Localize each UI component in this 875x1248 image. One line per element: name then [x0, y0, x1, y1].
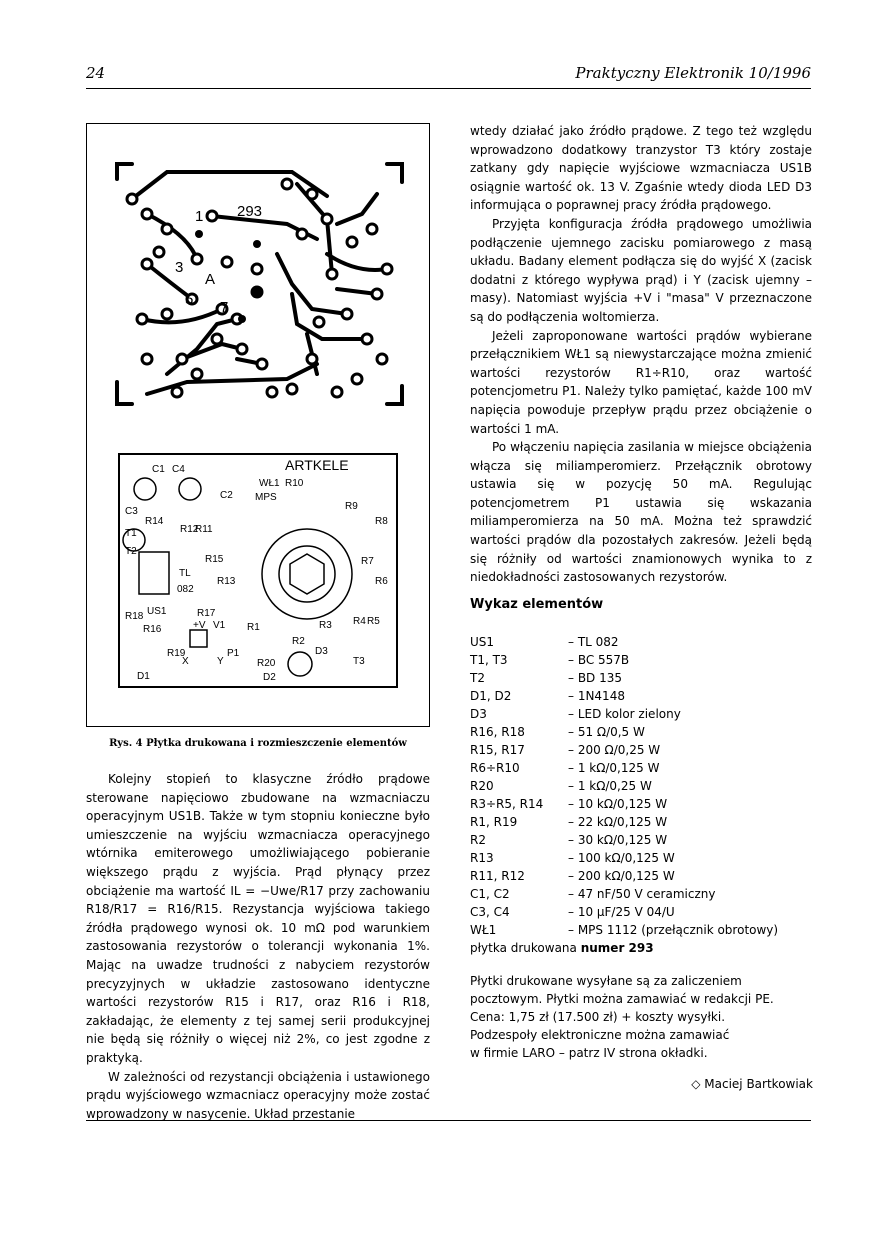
lbl-r2: R2 — [292, 636, 305, 647]
pcb-line — [470, 939, 830, 957]
part-ref: D3 — [470, 707, 487, 721]
part-ref: D1, D2 — [470, 689, 512, 703]
pcb-pin-3: 3 — [175, 259, 184, 276]
pcb-pin-a: A — [205, 271, 216, 288]
figure-box — [86, 123, 430, 727]
parts-row — [470, 813, 830, 831]
part-value: – 10 µF/25 V 04/U — [568, 905, 675, 919]
pcb-pin-5: 5 — [185, 291, 194, 308]
part-ref: C1, C2 — [470, 887, 510, 901]
part-value: – BD 135 — [568, 671, 623, 685]
parts-row — [470, 849, 830, 867]
order-line: Cena: 1,75 zł (17.500 zł) + koszty wysyłki. — [470, 1010, 726, 1024]
parts-row — [470, 867, 830, 885]
part-ref: R15, R17 — [470, 743, 525, 757]
lbl-p1: P1 — [227, 648, 240, 659]
part-value: – MPS 1112 (przełącznik obrotowy) — [568, 923, 779, 937]
lbl-r4: R4 — [353, 616, 366, 627]
part-value: – TL 082 — [568, 635, 619, 649]
lbl-tl: TL — [179, 568, 191, 579]
part-value: – BC 557B — [568, 653, 630, 667]
page-number: 24 — [86, 64, 106, 82]
lbl-t2: T2 — [125, 546, 137, 557]
part-ref: R6÷R10 — [470, 761, 520, 775]
part-value: – 22 kΩ/0,125 W — [568, 815, 668, 829]
parts-row — [470, 687, 830, 705]
lbl-us1: US1 — [147, 606, 167, 617]
part-ref: C3, C4 — [470, 905, 510, 919]
figure-caption: Rys. 4 Płytka drukowana i rozmieszczenie elementów — [109, 738, 407, 749]
lbl-r19: R19 — [167, 648, 186, 659]
part-ref: T1, T3 — [470, 653, 508, 667]
lbl-wl1: WŁ1 — [259, 478, 280, 489]
pcb-line-prefix: płytka drukowana — [470, 941, 577, 955]
parts-row — [470, 759, 830, 777]
parts-row — [470, 903, 830, 921]
part-value: – 1 kΩ/0,25 W — [568, 779, 652, 793]
part-ref: R2 — [470, 833, 486, 847]
part-ref: R20 — [470, 779, 494, 793]
part-ref: R3÷R5, R14 — [470, 797, 544, 811]
pcb-number-label: 293 — [237, 203, 263, 220]
right-paragraph: wtedy działać jako źródło prądowe. Z tego też względu wprowadzono dodatkowy tranzystor T3 który zostaje zatkany gdy napięcie wyjściowe wzmacniacza US1B osiągnie wartość ok. 13 V. Zgaśnie wtedy dioda LED D3 informująca o poprawnej pracy źródła prądowego. — [470, 124, 812, 213]
lbl-r11: R11 — [195, 524, 213, 535]
footer-rule — [86, 1120, 811, 1121]
order-line: Podzespoły elektroniczne można zamawiać — [470, 1028, 730, 1042]
part-value: – LED kolor zielony — [568, 707, 681, 721]
parts-row — [470, 831, 830, 849]
part-ref: R13 — [470, 851, 494, 865]
pcb-line-number: numer 293 — [580, 941, 654, 955]
lbl-r3: R3 — [319, 620, 332, 631]
parts-row — [470, 921, 830, 939]
parts-row — [470, 633, 830, 651]
pcb-illustration — [87, 124, 431, 728]
parts-row — [470, 741, 830, 759]
parts-row — [470, 723, 830, 741]
part-ref: T2 — [470, 671, 485, 685]
lbl-t1: T1 — [125, 528, 137, 539]
part-value: – 47 nF/50 V ceramiczny — [568, 887, 716, 901]
parts-row — [470, 795, 830, 813]
part-ref: WŁ1 — [470, 923, 497, 937]
parts-row — [470, 669, 830, 687]
pcb-pin-7: 7 — [220, 299, 229, 316]
part-ref: US1 — [470, 635, 495, 649]
lbl-c1: C1 — [152, 464, 165, 475]
header-rule — [86, 88, 811, 89]
lbl-r1: R1 — [247, 622, 260, 633]
lbl-r10: R10 — [285, 478, 304, 489]
lbl-x: X — [182, 656, 189, 667]
lbl-plus-v: +V — [193, 620, 206, 631]
parts-row — [470, 777, 830, 795]
lbl-r5: R5 — [367, 616, 380, 627]
part-value: – 200 kΩ/0,125 W — [568, 869, 675, 883]
lbl-artkele: ARTKELE — [285, 457, 349, 473]
right-column-text — [470, 122, 812, 587]
order-line: pocztowym. Płytki można zamawiać w redakcji PE. — [470, 992, 774, 1006]
right-paragraph: Po włączeniu napięcia zasilania w miejsce obciążenia włącza się miliamperomierz. Przełącznik obrotowy ustawia się w pozycję 50 mA. Regulując potencjometrem P1 ustawia się wskazania miliamperomierza na 50 mA. Można też sprawdzić wartości prądów dla pozostałych zakresów. Jeżeli będą się różniły od wartości znamionowych wynika to z niedokładności zastosowanych rezystorów. — [470, 440, 812, 585]
lbl-d3: D3 — [315, 646, 328, 657]
lbl-r15: R15 — [205, 554, 224, 565]
parts-row — [470, 651, 830, 669]
part-value: – 100 kΩ/0,125 W — [568, 851, 675, 865]
lbl-y: Y — [217, 656, 224, 667]
right-paragraph: Jeżeli zaproponowane wartości prądów wybierane przełącznikiem WŁ1 są niewystarczające można zmienić wartości rezystorów R1÷R10, oraz wartość potencjometru P1. Należy tylko pamiętać, każde 100 mV napięcia powoduje przepływ prądu przez obciążenie o wartości 1 mA. — [470, 328, 812, 436]
parts-row — [470, 705, 830, 723]
part-value: – 1 kΩ/0,125 W — [568, 761, 660, 775]
lbl-r13: R13 — [217, 576, 236, 587]
part-ref: R11, R12 — [470, 869, 525, 883]
left-paragraph: W zależności od rezystancji obciążenia i ustawionego prądu wyjściowego wzmacniacz operacyjny może zostać wprowadzony w nasycenie. Układ przestanie — [86, 1069, 430, 1121]
right-paragraph: Przyjęta konfiguracja źródła prądowego umożliwia podłączenie ujemnego zacisku pomiarowego z masą układu. Badany element podłącza się do wyjść X (zacisk dodatni z którego wypływa prąd) i Y (zacisk ujemny – masy). Natomiast wyjścia +V i "masa" V przeznaczone są do podłączenia woltomierza. — [470, 216, 812, 324]
journal-title: Praktyczny Elektronik 10/1996 — [575, 64, 811, 82]
author-signature: ◇ Maciej Bartkowiak — [691, 1077, 813, 1091]
lbl-r7: R7 — [361, 556, 374, 567]
lbl-mps: MPS — [255, 492, 277, 503]
parts-list-title: Wykaz elementów — [470, 597, 604, 612]
lbl-d1: D1 — [137, 671, 150, 682]
part-value: – 1N4148 — [568, 689, 625, 703]
order-line: w firmie LARO – patrz IV strona okładki. — [470, 1046, 708, 1060]
lbl-r17: R17 — [197, 608, 216, 619]
lbl-c2: C2 — [220, 490, 233, 501]
pcb-pin-1: 1 — [195, 208, 204, 225]
order-line: Płytki drukowane wysyłane są za zaliczeniem — [470, 974, 742, 988]
lbl-t3: T3 — [353, 656, 365, 667]
part-ref: R16, R18 — [470, 725, 525, 739]
lbl-c3: C3 — [125, 506, 138, 517]
part-ref: R1, R19 — [470, 815, 518, 829]
lbl-c4: C4 — [172, 464, 185, 475]
parts-row — [470, 885, 830, 903]
lbl-r16: R16 — [143, 624, 162, 635]
left-paragraph: Kolejny stopień to klasyczne źródło prądowe sterowane napięciowo zbudowane na wzmacniaczu operacyjnym US1B. Także w tym stopniu konieczne było umieszczenie na wyjściu wzmacniacza operacyjnego wtórnika emiterowego umożliwiającego pobieranie większego prądu z wyjścia. Prąd płynący przez obciążenie ma wartość IL = −Uwe/R17 przy zachowaniu R18/R17 = R16/R15. Rezystancja wyjściowa takiego źródła prądowego wynosi ok. 10 mΩ pod warunkiem zastosowania rezystorów o tolerancji wykonania 1%. Mając na uwadze trudności z nabyciem rezystorów precyzyjnych w układzie zastosowano identyczne wartości rezystorów R15 i R17, oraz R16 i R18, zakładając, że elementy z tej samej serii produkcyjnej nie będą się różniły o więcej niż 2%, co jest zgodne z praktyką. — [86, 772, 430, 1065]
lbl-d2: D2 — [263, 672, 276, 683]
part-value: – 10 kΩ/0,125 W — [568, 797, 668, 811]
lbl-r20: R20 — [257, 658, 276, 669]
lbl-r6: R6 — [375, 576, 388, 587]
lbl-v1: V1 — [213, 620, 226, 631]
part-value: – 51 Ω/0,5 W — [568, 725, 645, 739]
lbl-082: 082 — [177, 584, 194, 595]
part-value: – 200 Ω/0,25 W — [568, 743, 661, 757]
left-column-text — [86, 770, 430, 1123]
part-value: – 30 kΩ/0,125 W — [568, 833, 668, 847]
lbl-r18: R18 — [125, 611, 144, 622]
parts-list — [470, 633, 830, 957]
order-info — [470, 972, 812, 1062]
lbl-r12: R12 — [180, 524, 199, 535]
lbl-r9: R9 — [345, 501, 358, 512]
lbl-r8: R8 — [375, 516, 388, 527]
lbl-r14: R14 — [145, 516, 164, 527]
